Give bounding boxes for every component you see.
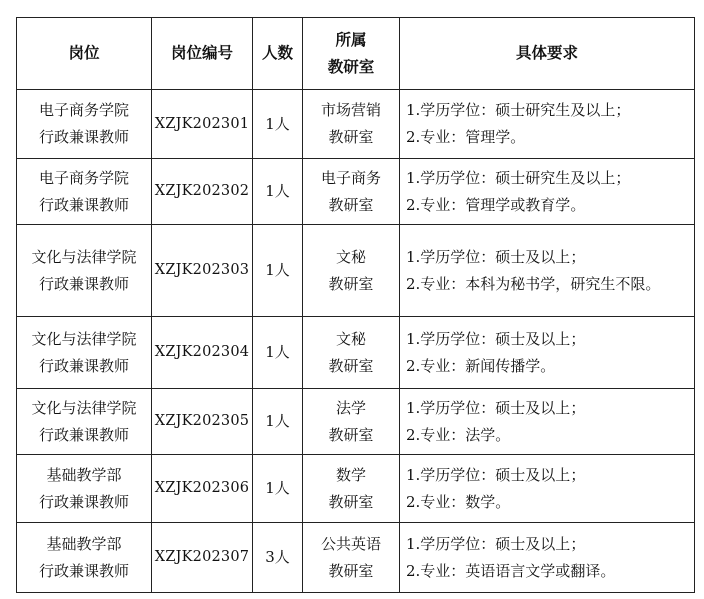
- position-line1: 文化与法律学院: [31, 329, 137, 348]
- code-cell: XZJK202304: [152, 317, 253, 389]
- dept-cell: [303, 159, 400, 225]
- dept-line1: 数学: [335, 465, 366, 484]
- position-line1: 基础教学部: [46, 465, 122, 484]
- table-row: [17, 389, 695, 455]
- dept-line2: 教研室: [328, 492, 374, 511]
- requirement-degree: 1.学历学位：硕士及以上；: [406, 465, 586, 484]
- dept-line1: 文秘: [335, 329, 366, 348]
- count-cell: 1人: [253, 317, 303, 389]
- position-line2: 行政兼课教师: [38, 356, 129, 375]
- requirement-major: 2.专业：本科为秘书学，研究生不限。: [406, 274, 661, 293]
- table-row: [17, 317, 695, 389]
- position-line1: 文化与法律学院: [31, 247, 137, 266]
- header-position: 岗位: [17, 18, 152, 90]
- table-row: [17, 90, 695, 159]
- header-dept-line2: 教研室: [327, 57, 375, 76]
- header-code: 岗位编号: [152, 18, 253, 90]
- requirement-major: 2.专业：法学。: [406, 425, 511, 444]
- requirements-cell: [400, 455, 695, 523]
- dept-cell: [303, 90, 400, 159]
- position-line2: 行政兼课教师: [38, 425, 129, 444]
- count-cell: 1人: [253, 455, 303, 523]
- dept-line2: 教研室: [328, 561, 374, 580]
- dept-cell: [303, 317, 400, 389]
- dept-line2: 教研室: [328, 274, 374, 293]
- requirements-cell: [400, 159, 695, 225]
- requirement-major: 2.专业：管理学或教育学。: [406, 195, 586, 214]
- position-cell: [17, 225, 152, 317]
- header-dept-line1: 所属: [335, 30, 367, 49]
- dept-line1: 文秘: [335, 247, 366, 266]
- code-cell: XZJK202302: [152, 159, 253, 225]
- position-cell: [17, 159, 152, 225]
- position-cell: [17, 523, 152, 593]
- requirement-degree: 1.学历学位：硕士及以上；: [406, 329, 586, 348]
- position-line1: 文化与法律学院: [31, 398, 137, 417]
- requirements-cell: [400, 90, 695, 159]
- requirements-cell: [400, 523, 695, 593]
- header-count: 人数: [253, 18, 303, 90]
- requirements-cell: [400, 317, 695, 389]
- dept-line2: 教研室: [328, 195, 374, 214]
- position-line1: 电子商务学院: [38, 168, 129, 187]
- count-cell: 1人: [253, 159, 303, 225]
- position-cell: [17, 389, 152, 455]
- position-cell: [17, 90, 152, 159]
- position-line2: 行政兼课教师: [38, 128, 129, 146]
- position-line1: 电子商务学院: [38, 101, 129, 119]
- table-row: [17, 455, 695, 523]
- requirements-cell: [400, 225, 695, 317]
- position-cell: [17, 317, 152, 389]
- header-dept: [303, 18, 400, 90]
- header-row: [17, 18, 695, 90]
- dept-line2: 教研室: [328, 128, 374, 146]
- dept-cell: [303, 523, 400, 593]
- requirement-degree: 1.学历学位：硕士研究生及以上；: [406, 168, 631, 187]
- table-row: [17, 523, 695, 593]
- position-line1: 基础教学部: [46, 534, 122, 553]
- header-requirements: 具体要求: [400, 18, 695, 90]
- recruitment-table: [16, 17, 695, 593]
- requirement-major: 2.专业：新闻传播学。: [406, 356, 556, 375]
- code-cell: XZJK202306: [152, 455, 253, 523]
- requirement-major: 2.专业：管理学。: [406, 128, 526, 146]
- dept-line2: 教研室: [328, 425, 374, 444]
- position-cell: [17, 455, 152, 523]
- count-cell: 3人: [253, 523, 303, 593]
- requirement-degree: 1.学历学位：硕士及以上；: [406, 534, 586, 553]
- code-cell: XZJK202301: [152, 90, 253, 159]
- requirement-major: 2.专业：数学。: [406, 492, 511, 511]
- requirement-degree: 1.学历学位：硕士及以上；: [406, 398, 586, 417]
- code-cell: XZJK202307: [152, 523, 253, 593]
- count-cell: 1人: [253, 225, 303, 317]
- position-line2: 行政兼课教师: [38, 274, 129, 293]
- count-cell: 1人: [253, 389, 303, 455]
- dept-line1: 电子商务: [320, 168, 381, 187]
- position-line2: 行政兼课教师: [38, 561, 129, 580]
- position-line2: 行政兼课教师: [38, 492, 129, 511]
- dept-cell: [303, 389, 400, 455]
- code-cell: XZJK202305: [152, 389, 253, 455]
- dept-line1: 公共英语: [320, 534, 381, 553]
- dept-line2: 教研室: [328, 356, 374, 375]
- dept-line1: 法学: [335, 398, 366, 417]
- requirements-cell: [400, 389, 695, 455]
- dept-line1: 市场营销: [320, 101, 381, 119]
- position-line2: 行政兼课教师: [38, 195, 129, 214]
- requirement-degree: 1.学历学位：硕士研究生及以上；: [406, 101, 631, 119]
- dept-cell: [303, 225, 400, 317]
- requirement-major: 2.专业：英语语言文学或翻译。: [406, 561, 616, 580]
- table-row: [17, 225, 695, 317]
- requirement-degree: 1.学历学位：硕士及以上；: [406, 247, 586, 266]
- dept-cell: [303, 455, 400, 523]
- count-cell: 1人: [253, 90, 303, 159]
- code-cell: XZJK202303: [152, 225, 253, 317]
- table-row: [17, 159, 695, 225]
